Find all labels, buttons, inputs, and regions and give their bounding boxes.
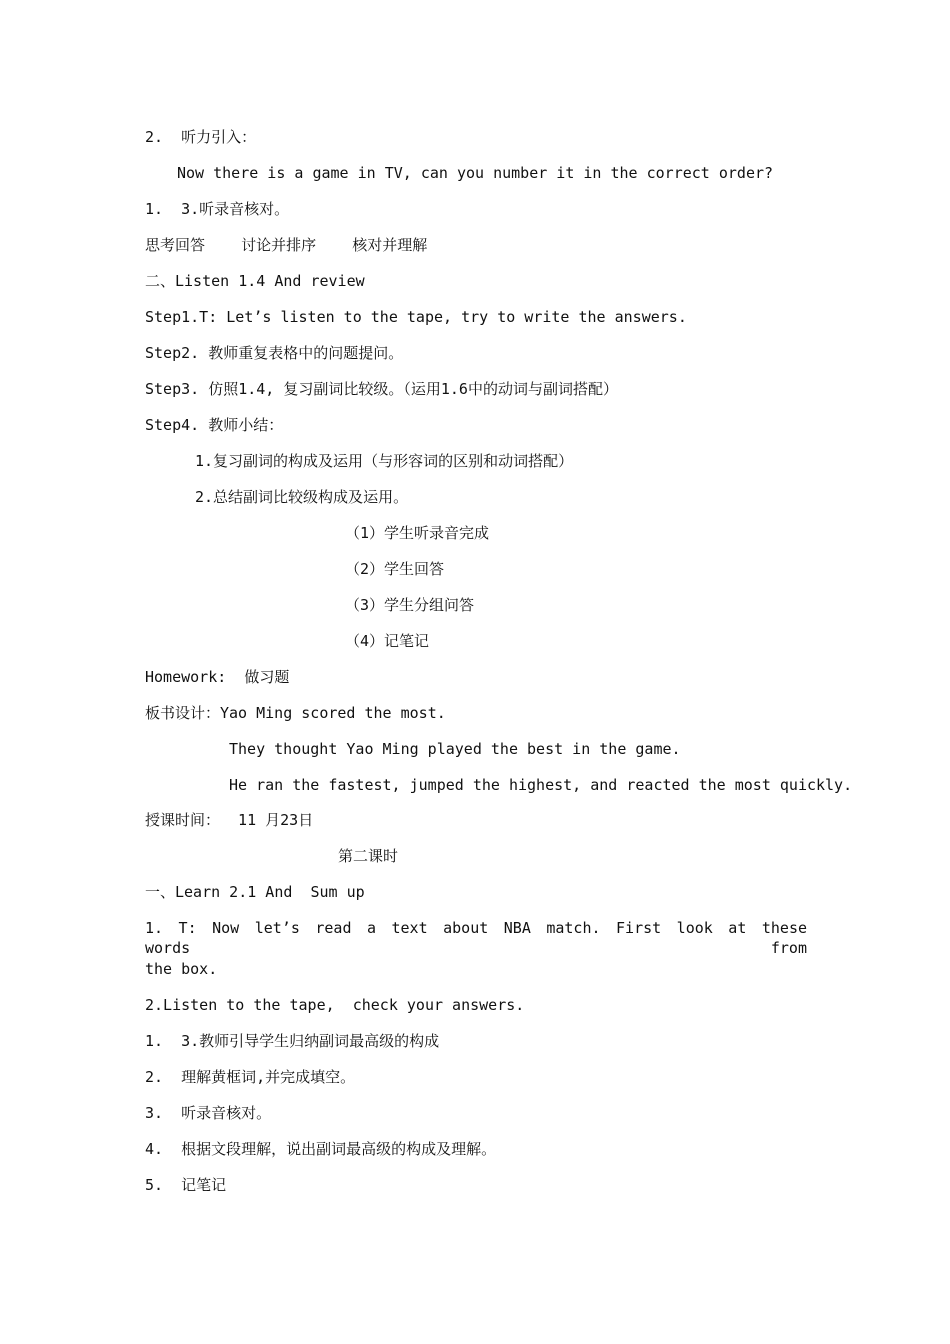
board-design-line-1: 板书设计：Yao Ming scored the most. [145, 704, 446, 722]
step-2: Step2. 教师重复表格中的问题提问。 [145, 344, 404, 362]
summary-item-2: 2.总结副词比较级构成及运用。 [195, 488, 409, 506]
step-3: Step3. 仿照1.4, 复习副词比较级。（运用1.6中的动词与副词搭配） [145, 380, 618, 398]
student-task-2: （2）学生回答 [345, 560, 445, 578]
second-lesson-title: 第二课时 [338, 847, 399, 865]
read-text-instruction: 1. T: Now let’s read a text about NBA match. First look at these words from [145, 919, 807, 957]
board-design-line-3: He ran the fastest, jumped the highest, and reacted the most quickly. [229, 776, 853, 794]
step-4: Step4. 教师小结： [145, 416, 284, 434]
student-task-3: （3）学生分组问答 [345, 596, 475, 614]
student-task-4: （4）记笔记 [345, 632, 430, 650]
listening-intro-question: Now there is a game in TV, can you number it in the correct order? [177, 164, 774, 182]
teaching-date: 授课时间： 11 月23日 [145, 811, 314, 829]
read-text-instruction-cont: the box. [145, 960, 218, 978]
student-task-1: （1）学生听录音完成 [345, 524, 490, 542]
step-1: Step1.T: Let’s listen to the tape, try to write the answers. [145, 308, 687, 326]
student-activities: 思考回答 讨论并排序 核对并理解 [145, 236, 428, 254]
summary-item-1: 1.复习副词的构成及运用（与形容词的区别和动词搭配） [195, 452, 574, 470]
board-design-line-2: They thought Yao Ming played the best in the game. [229, 740, 681, 758]
lesson2-step-2: 2. 理解黄框词,并完成填空。 [145, 1068, 356, 1086]
homework-line: Homework: 做习题 [145, 668, 290, 686]
lesson2-step-1: 1. 3.教师引导学生归纳副词最高级的构成 [145, 1032, 440, 1050]
lesson2-step-3: 3. 听录音核对。 [145, 1104, 272, 1122]
lesson2-step-4: 4. 根据文段理解，说出副词最高级的构成及理解。 [145, 1140, 497, 1158]
section-one-heading: 一、Learn 2.1 And Sum up [145, 883, 365, 901]
listening-intro-heading: 2. 听力引入： [145, 128, 257, 146]
listen-tape-instruction: 2.Listen to the tape, check your answers. [145, 996, 525, 1014]
section-two-heading: 二、Listen 1.4 And review [145, 272, 365, 290]
lesson2-step-5: 5. 记笔记 [145, 1176, 227, 1194]
listen-check-step: 1. 3.听录音核对。 [145, 200, 290, 218]
